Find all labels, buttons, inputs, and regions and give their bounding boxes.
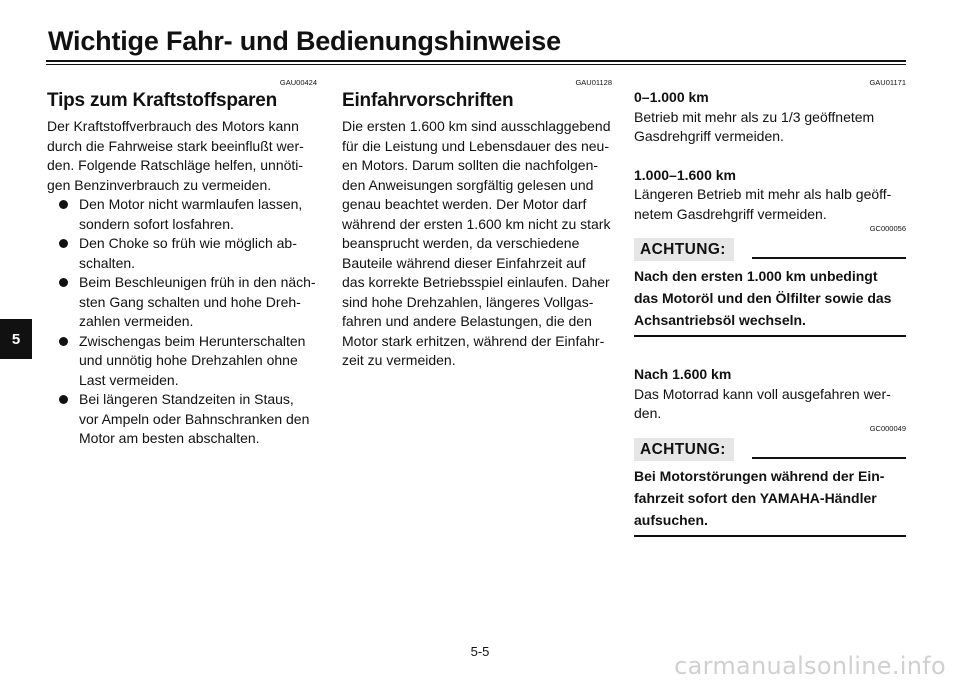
notice-label: ACHTUNG: (634, 238, 734, 261)
body-line: fahren und andere Belastungen, die den (342, 313, 592, 329)
notice-line: Nach den ersten 1.000 km unbedingt (634, 268, 878, 284)
notice-label: ACHTUNG: (634, 438, 734, 461)
stage-title: 1.000–1.600 km (634, 166, 736, 183)
notice-body (634, 265, 906, 331)
column-break-in (342, 78, 612, 371)
intro-line: Der Kraftstoffverbrauch des Motors kann (47, 118, 299, 134)
stage-line: netem Gasdrehgriff vermeiden. (634, 205, 827, 222)
watermark: carmanualsonline.info (674, 652, 946, 680)
body-line: en Motors. Darum sollten die nachfolgen- (342, 157, 599, 173)
body-line: während der ersten 1.600 km nicht zu stark (342, 215, 611, 232)
title-rule (46, 60, 906, 62)
notice-code: GC000056 (869, 224, 906, 233)
body-line: Die ersten 1.600 km sind ausschlaggebend (342, 118, 611, 134)
page-title: Wichtige Fahr- und Bedienungshinweise (48, 26, 561, 56)
notice-line: fahrzeit sofort den YAMAHA-Händler (634, 489, 877, 506)
section-code: GAU01171 (869, 78, 906, 87)
notice-line: aufsuchen. (634, 511, 708, 528)
body-line: das korrekte Betriebsspiel einlaufen. Daher (342, 274, 610, 290)
page-number: 5-5 (470, 644, 490, 659)
body-line: den Anweisungen sorgfältig gelesen und (342, 176, 594, 193)
body-line: beansprucht werden, da verschiedene (342, 235, 580, 251)
break-in-body (342, 117, 612, 371)
notice-body (634, 465, 906, 531)
list-item-line: Den Choke so früh wie möglich ab- (79, 235, 297, 251)
list-item-line: sten Gang schalten und hohe Dreh- (79, 293, 301, 310)
notice-line: Achsantriebsöl wechseln. (634, 312, 806, 328)
notice-header (634, 238, 906, 261)
stage-line: Gasdrehgriff vermeiden. (634, 128, 784, 144)
list-item-line: Zwischengas beim Herunterschalten (79, 332, 306, 349)
bullet-icon (59, 200, 68, 209)
stage-line: Das Motorrad kann voll ausgefahren wer- (634, 385, 891, 402)
body-line: zeit zu vermeiden. (342, 352, 456, 368)
notice-line: das Motoröl und den Ölfilter sowie das (634, 290, 892, 306)
list-item-line: Bei längeren Standzeiten in Staus, (79, 391, 294, 407)
body-line: für die Leistung und Lebensdauer des neu- (342, 137, 609, 154)
stage-line: den. (634, 405, 662, 421)
notice-header (634, 438, 906, 461)
tips-list (47, 195, 317, 449)
list-item-line: Beim Beschleunigen früh in den näch- (79, 274, 316, 290)
intro-line: durch die Fahrweise stark beeinflußt wer- (47, 137, 304, 154)
section-code: GAU01128 (575, 78, 612, 87)
body-line: sind hohe Drehzahlen, längeres Vollgas- (342, 293, 594, 310)
stage-line: Längeren Betrieb mit mehr als halb geöff- (634, 186, 892, 202)
column-break-in-stages (634, 78, 906, 537)
chapter-tab: 5 (0, 319, 32, 359)
list-item (47, 195, 317, 234)
stage-title: 0–1.000 km (634, 89, 709, 105)
list-item (47, 273, 317, 332)
list-item-line: Last vermeiden. (79, 371, 179, 388)
list-item-line: sondern sofort losfahren. (79, 215, 234, 232)
list-item-line: Den Motor nicht warmlaufen lassen, (79, 196, 303, 212)
title-rule-thin (46, 64, 906, 65)
notice-rule (752, 457, 906, 459)
bullet-icon (59, 337, 68, 346)
list-item-line: Motor am besten abschalten. (79, 430, 260, 446)
column-fuel-saving (47, 78, 317, 449)
list-item (47, 390, 317, 449)
bullet-icon (59, 239, 68, 248)
intro-line: gen Benzinverbrauch zu vermeiden. (47, 176, 272, 193)
section-heading: Tips zum Kraftstoffsparen (47, 90, 278, 111)
body-line: genau beachtet werden. Der Motor darf (342, 196, 587, 212)
notice-end-rule (634, 535, 906, 537)
notice-line: Bei Motorstörungen während der Ein- (634, 467, 885, 484)
bullet-icon (59, 395, 68, 404)
list-item (47, 234, 317, 273)
body-line: Motor stark erhitzen, während der Einfahr- (342, 332, 605, 349)
section-code: GAU00424 (279, 78, 317, 87)
bullet-icon (59, 278, 68, 287)
stage-line: Betrieb mit mehr als zu 1/3 geöffnetem (634, 108, 875, 125)
stage-title: Nach 1.600 km (634, 366, 732, 382)
section-heading: Einfahrvorschriften (342, 90, 514, 111)
list-item (47, 332, 317, 391)
intro-line: den. Folgende Ratschläge helfen, unnöti- (47, 157, 304, 173)
body-line: Bauteile während dieser Einfahrzeit auf (342, 254, 586, 271)
notice-rule (752, 257, 906, 259)
notice-code: GC000049 (869, 423, 906, 433)
list-item-line: und unnötig hohe Drehzahlen ohne (79, 352, 298, 368)
list-item-line: vor Ampeln oder Bahnschranken den (79, 410, 310, 427)
list-item-line: zahlen vermeiden. (79, 313, 194, 329)
list-item-line: schalten. (79, 254, 136, 271)
